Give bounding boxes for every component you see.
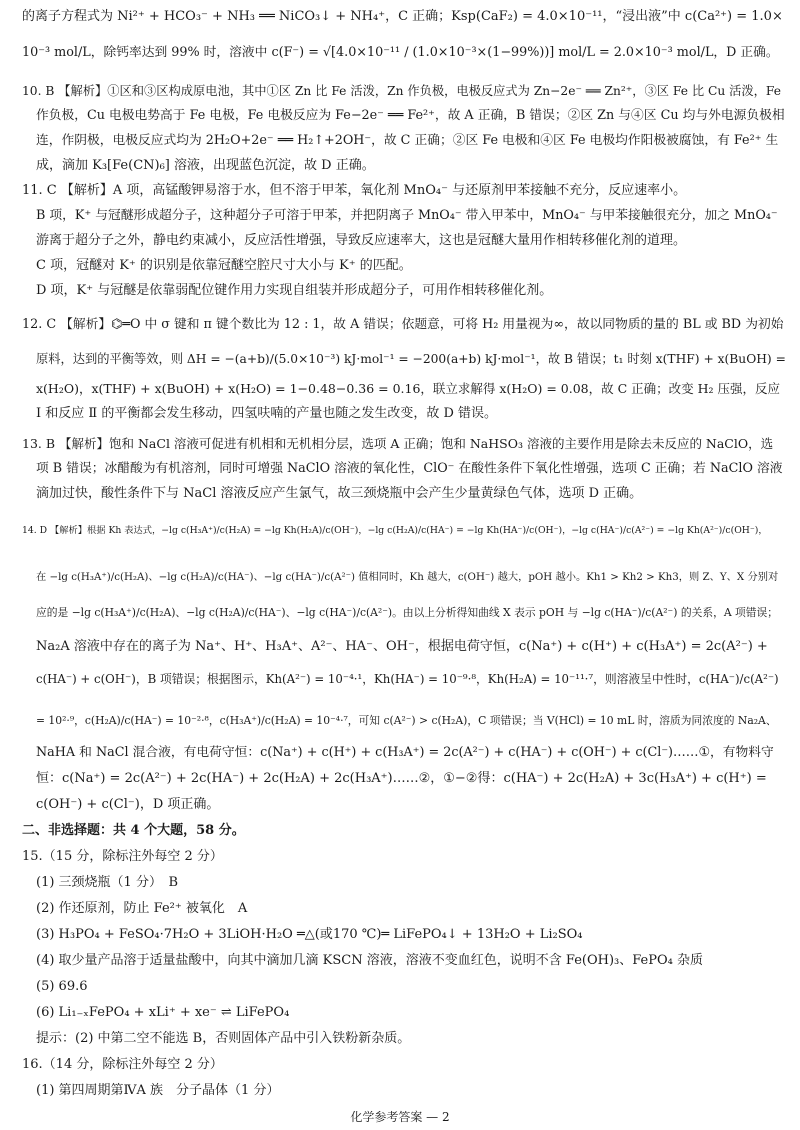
text-line: 10⁻³ mol/L，除钙率达到 99% 时，溶液中 c(F⁻) = √[4.0×10⁻¹¹ / (1.0×10⁻³×(1−99%))] mol/L = 2.0×10⁻³ mol/L，D 正确。 xyxy=(22,45,779,60)
text-line: Na₂A 溶液中存在的离子为 Na⁺、H⁺、H₃A⁺、A²⁻、HA⁻、OH⁻，根据电荷守恒，c(Na⁺) + c(H⁺) + c(H₃A⁺) = 2c(A²⁻) + xyxy=(36,639,768,654)
q15-line: 15.（15 分，除标注外每空 2 分） xyxy=(22,849,223,864)
text-line: = 10²·⁹，c(H₂A)/c(HA⁻) = 10⁻²·⁸，c(H₃A⁺)/c(H₂A) = 10⁻⁴·⁷，可知 c(A²⁻) > c(H₂A)，C 项错误；当 V(HCl) = 10 mL 时，溶质为同浓度的 Na₂A、 xyxy=(36,714,777,727)
text-line: c(OH⁻) + c(Cl⁻)，D 项正确。 xyxy=(36,797,220,812)
hint-line: 提示：(2) 中第二空不能选 B，否则固体产品中引入铁粉新杂质。 xyxy=(36,1031,411,1046)
text-line: 应的是 −lg c(H₃A⁺)/c(H₂A)、−lg c(H₂A)/c(HA⁻)、−lg c(HA⁻)/c(A²⁻)。由以上分析得知曲线 X 表示 pOH 与 −lg c(HA⁻)/c(A²⁻) 的关系，A 项错误； xyxy=(36,606,779,619)
text-line: D 项，K⁺ 与冠醚是依靠弱配位键作用力实现自组装并形成超分子，可用作相转移催化剂。 xyxy=(36,283,553,298)
answer-line: (4) 取少量产品溶于适量盐酸中，向其中滴加几滴 KSCN 溶液，溶液不变血红色，说明不含 Fe(OH)₃、FePO₄ 杂质 xyxy=(36,953,703,968)
text-line: 成，滴加 K₃[Fe(CN)₆] 溶液，出现蓝色沉淀，故 D 正确。 xyxy=(36,158,375,173)
answer-line: (5) 69.6 xyxy=(36,979,88,994)
text-line: 项 B 错误；冰醋酸为有机溶剂，同时可增强 NaClO 溶液的氧化性，ClO⁻ 在酸性条件下氧化性增强，选项 C 正确；若 NaClO 溶液 xyxy=(36,461,783,476)
text-line: 连，作阴极，电极反应式均为 2H₂O+2e⁻ ══ H₂↑+2OH⁻，故 C 正确；②区 Fe 电极和④区 Fe 电极均作阳极被腐蚀，有 Fe²⁺ 生 xyxy=(36,133,779,148)
section-heading: 二、非选择题：共 4 个大题，58 分。 xyxy=(22,823,245,838)
q13-line: 13. B 【解析】饱和 NaCl 溶液可促进有机相和无机相分层，选项 A 正确；饱和 NaHSO₃ 溶液的主要作用是除去未反应的 NaClO，选 xyxy=(22,436,774,451)
text-line: 原料，达到的平衡等效，则 ΔH = −(a+b)/(5.0×10⁻³) kJ·mol⁻¹ = −200(a+b) kJ·mol⁻¹，故 B 错误；t₁ 时刻 x(THF) + x(BuOH) = xyxy=(36,352,786,366)
text-line: Ⅰ 和反应 Ⅱ 的平衡都会发生移动，四氢呋喃的产量也随之发生改变，故 D 错误。 xyxy=(36,406,498,421)
q11-line: 11. C 【解析】A 项，高锰酸钾易溶于水，但不溶于甲苯，氧化剂 MnO₄⁻ 与还原剂甲苯接触不充分，反应速率小。 xyxy=(22,183,687,198)
text-line: 的离子方程式为 Ni²⁺ + HCO₃⁻ + NH₃ ══ NiCO₃↓ + NH₄⁺，C 正确；Ksp(CaF₂) = 4.0×10⁻¹¹，“浸出液”中 c(Ca²⁺) = 1.0× xyxy=(22,9,783,24)
text-line: x(H₂O)，x(THF) + x(BuOH) + x(H₂O) = 1−0.48−0.36 = 0.16，联立求解得 x(H₂O) = 0.08，故 C 正确；改变 H₂ 压强，反应 xyxy=(36,381,780,396)
answer-line: (2) 作还原剂，防止 Fe²⁺ 被氧化 A xyxy=(36,901,248,916)
q14-line: 14. D 【解析】根据 Kh 表达式，−lg c(H₃A⁺)/c(H₂A) = −lg Kh(H₂A)/c(OH⁻)，−lg c(H₂A)/c(HA⁻) = −lg Kh(HA⁻)/c(OH⁻)，−lg c(HA⁻)/c(A²⁻) = −lg Kh(A²⁻)/c(OH⁻)， xyxy=(22,525,768,536)
answer-line: (6) Li₁₋ₓFePO₄ + xLi⁺ + xe⁻ ⇌ LiFePO₄ xyxy=(36,1005,290,1020)
text-line: 游离于超分子之外，静电约束减小，反应活性增强，导致反应速率大，这也是冠醚大量用作相转移催化剂的道理。 xyxy=(36,233,687,248)
text-line: 恒：c(Na⁺) = 2c(A²⁻) + 2c(HA⁻) + 2c(H₂A) + 2c(H₃A⁺)……②，①−②得：c(HA⁻) + 2c(H₂A) + 3c(H₃A⁺) + c(H⁺) = xyxy=(36,771,767,786)
text-line: C 项，冠醚对 K⁺ 的识别是依靠冠醚空腔尺寸大小与 K⁺ 的匹配。 xyxy=(36,258,412,273)
answer-line: (3) H₃PO₄ + FeSO₄·7H₂O + 3LiOH·H₂O ═△(或170 ℃)═ LiFePO₄↓ + 13H₂O + Li₂SO₄ xyxy=(36,927,583,942)
text-line: c(HA⁻) + c(OH⁻)，B 项错误；根据图示，Kh(A²⁻) = 10⁻⁴·¹，Kh(HA⁻) = 10⁻⁹·⁸，Kh(H₂A) = 10⁻¹¹·⁷，则溶液呈中性时，c(HA⁻)/c(A²⁻) xyxy=(36,672,779,686)
q10-line: 10. B 【解析】①区和③区构成原电池，其中①区 Zn 比 Fe 活泼，Zn 作负极，电极反应式为 Zn−2e⁻ ══ Zn²⁺，③区 Fe 比 Cu 活泼，Fe xyxy=(22,84,782,98)
page-footer: 化学参考答案 — 2 xyxy=(350,1110,450,1124)
q16-line: 16.（14 分，除标注外每空 2 分） xyxy=(22,1057,223,1072)
text-line: 滴加过快，酸性条件下与 NaCl 溶液反应产生氯气，故三颈烧瓶中会产生少量黄绿色气体，选项 D 正确。 xyxy=(36,486,643,501)
q12-line: 12. C 【解析】⌬═O 中 σ 键和 π 键个数比为 12 : 1，故 A 错误；依题意，可将 H₂ 用量视为∞，故以同物质的量的 BL 或 BD 为初始 xyxy=(22,317,784,332)
answer-line: (1) 三颈烧瓶（1 分） B xyxy=(36,875,179,890)
text-line: 作负极，Cu 电极电势高于 Fe 电极，Fe 电极反应为 Fe−2e⁻ ══ Fe²⁺，故 A 正确，B 错误；②区 Zn 与④区 Cu 均与外电源负极相 xyxy=(36,108,785,123)
text-line: 在 −lg c(H₃A⁺)/c(H₂A)、−lg c(H₂A)/c(HA⁻)、−lg c(HA⁻)/c(A²⁻) 值相同时，Kh 越大，c(OH⁻) 越大，pOH 越小。Kh1 > Kh2 > Kh3，则 Z、Y、X 分别对 xyxy=(36,571,779,583)
answer-line: (1) 第四周期第ⅣA 族 分子晶体（1 分） xyxy=(36,1083,280,1098)
text-line: NaHA 和 NaCl 混合液，有电荷守恒：c(Na⁺) + c(H⁺) + c(H₃A⁺) = 2c(A²⁻) + c(HA⁻) + c(OH⁻) + c(Cl⁻)……①，有物料守 xyxy=(36,745,774,760)
text-line: B 项，K⁺ 与冠醚形成超分子，这种超分子可溶于甲苯，并把阴离子 MnO₄⁻ 带入甲苯中，MnO₄⁻ 与甲苯接触很充分，加之 MnO₄⁻ xyxy=(36,208,778,223)
